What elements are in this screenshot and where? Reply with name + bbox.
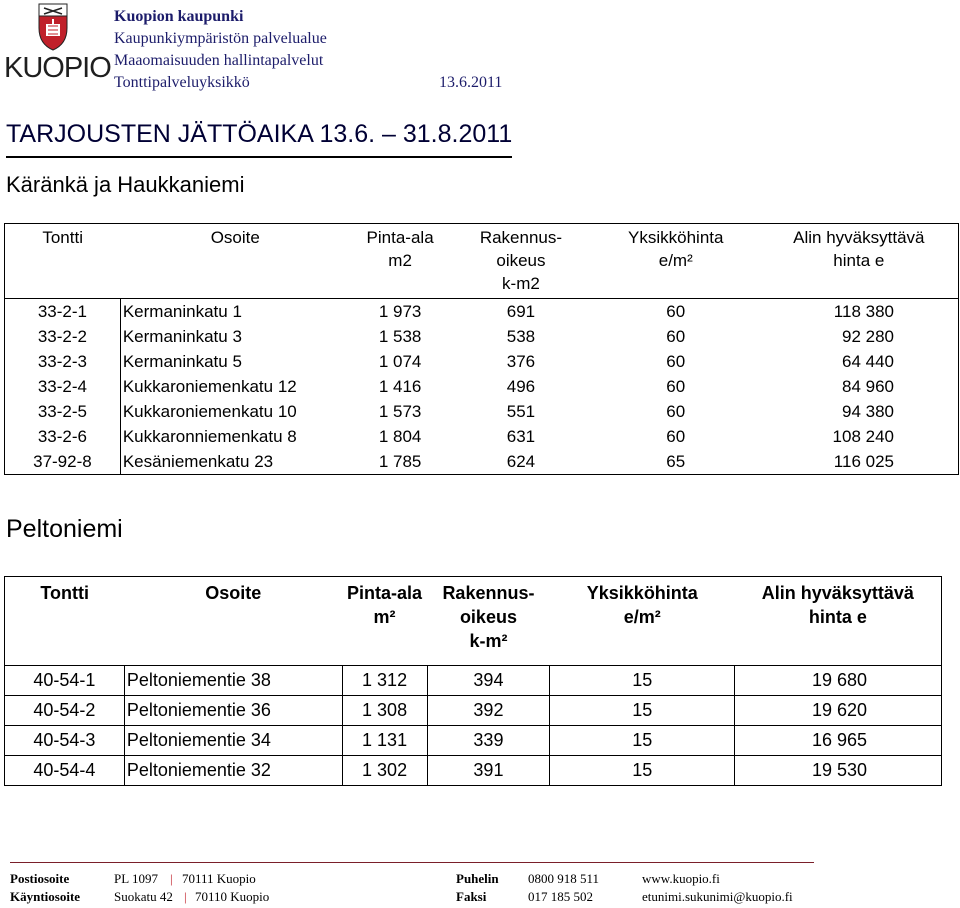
table-cell: 16 965 — [735, 726, 942, 756]
table-cell: Kesäniemenkatu 23 — [122, 451, 274, 471]
table-cell: 1 785 — [378, 451, 422, 471]
table-row — [5, 324, 959, 349]
unit-name: Maaomaisuuden hallintapalvelut — [114, 52, 324, 69]
table-cell: 40-54-2 — [5, 696, 125, 726]
table-cell: 624 — [506, 451, 536, 471]
coat-of-arms-icon — [36, 2, 70, 52]
website-link[interactable]: www.kuopio.fi — [642, 871, 720, 886]
table-cell: 19 620 — [735, 696, 942, 726]
table-cell: 60 — [666, 401, 686, 421]
table-cell: 538 — [506, 326, 536, 346]
table-cell: 15 — [550, 666, 735, 696]
area2-title: Peltoniemi — [6, 515, 123, 543]
table-cell: Peltoniementie 38 — [124, 666, 342, 696]
column-header: Tontti — [40, 583, 89, 603]
table-header-row — [5, 577, 942, 666]
sub-unit-name: Tonttipalveluyksikkö — [114, 74, 250, 91]
column-header: Yksikköhinta e/m² — [586, 583, 698, 627]
column-header: Rakennus- oikeus k-m2 — [450, 224, 592, 299]
column-header: Rakennus- oikeus k-m² — [442, 583, 535, 651]
table-row — [5, 666, 942, 696]
table-cell: 691 — [506, 301, 536, 321]
column-header: Yksikköhinta e/m² — [592, 224, 760, 299]
footer-contacts — [10, 870, 950, 906]
table-row — [5, 696, 942, 726]
postal-city: 70111 Kuopio — [182, 871, 256, 886]
table-cell: 394 — [427, 666, 550, 696]
table-cell: Kermaninkatu 1 — [122, 301, 242, 321]
postal-label: Postiosoite — [10, 871, 70, 886]
table-cell: 392 — [427, 696, 550, 726]
table-cell: 376 — [506, 351, 536, 371]
table-cell: Peltoniementie 36 — [124, 696, 342, 726]
email-link[interactable]: etunimi.sukunimi@kuopio.fi — [642, 889, 793, 904]
table-row — [5, 349, 959, 374]
logo-wordmark: KUOPIO — [4, 52, 111, 84]
footer-rule — [10, 862, 814, 863]
fax-label: Faksi — [456, 889, 487, 904]
column-header: Osoite — [205, 583, 262, 603]
document-date: 13.6.2011 — [439, 74, 503, 91]
column-header: Alin hyväksyttävä hinta e — [761, 583, 914, 627]
table-cell: 1 973 — [378, 301, 422, 321]
area1-title: Käränkä ja Haukkaniemi — [6, 172, 245, 197]
table-cell: 1 804 — [378, 426, 422, 446]
postal-box: PL 1097 — [114, 871, 158, 886]
table-row — [5, 424, 959, 449]
table-cell: 60 — [666, 426, 686, 446]
table-cell: Kukkaroniemenkatu 10 — [122, 401, 297, 421]
kuopio-logo — [4, 2, 111, 92]
table-row — [5, 399, 959, 424]
table-cell: 37-92-8 — [5, 449, 121, 475]
table-cell: 33-2-6 — [5, 424, 121, 449]
table-cell: 84 960 — [842, 376, 894, 396]
table-cell: 19 530 — [735, 756, 942, 786]
department-name: Kaupunkiympäristön palvelualue — [114, 30, 327, 47]
table-cell: 108 240 — [832, 426, 894, 446]
table-cell: 15 — [550, 696, 735, 726]
table-cell: 1 131 — [342, 726, 427, 756]
table-cell: 1 573 — [378, 401, 422, 421]
table-cell: 40-54-4 — [5, 756, 125, 786]
page-title-text: TARJOUSTEN JÄTTÖAIKA 13.6. – 31.8.2011 — [6, 120, 513, 148]
separator-icon: | — [170, 871, 173, 886]
table-cell: 1 538 — [378, 326, 422, 346]
table-cell: 1 302 — [342, 756, 427, 786]
table-cell: 339 — [427, 726, 550, 756]
column-header: Alin hyväksyttävä hinta e — [760, 224, 959, 299]
phone-label: Puhelin — [456, 871, 499, 886]
table-cell: 391 — [427, 756, 550, 786]
organization-name: Kuopion kaupunki — [114, 8, 244, 25]
column-header: Pinta-ala m2 — [350, 224, 450, 299]
visit-label: Käyntiosoite — [10, 889, 81, 904]
table-header-row — [5, 224, 959, 299]
phone-number: 0800 918 511 — [528, 871, 600, 886]
table-cell: 1 416 — [378, 376, 422, 396]
table-row — [5, 726, 942, 756]
title-rule — [6, 156, 512, 158]
table-cell: 19 680 — [735, 666, 942, 696]
table-cell: 1 308 — [342, 696, 427, 726]
table-cell: 1 074 — [378, 351, 422, 371]
column-header: Tontti — [5, 224, 121, 299]
table-row — [5, 449, 959, 475]
table-cell: 33-2-5 — [5, 399, 121, 424]
table-cell: 33-2-1 — [5, 299, 121, 325]
area1-plot-table — [4, 223, 959, 475]
visit-city: 70110 Kuopio — [195, 889, 270, 904]
table-cell: 40-54-1 — [5, 666, 125, 696]
area2-plot-table — [4, 576, 942, 786]
table-row — [5, 374, 959, 399]
table-cell: 15 — [550, 756, 735, 786]
table-cell: 551 — [506, 401, 536, 421]
table-cell: 65 — [666, 451, 686, 471]
table-cell: 118 380 — [833, 301, 894, 321]
fax-number: 017 185 502 — [528, 889, 593, 904]
table-cell: 60 — [666, 351, 686, 371]
table-row — [5, 756, 942, 786]
table-row — [5, 299, 959, 325]
table-cell: Kermaninkatu 5 — [122, 351, 242, 371]
separator-icon: | — [184, 889, 187, 904]
table-cell: 92 280 — [842, 326, 894, 346]
table-cell: 33-2-4 — [5, 374, 121, 399]
table-cell: 60 — [666, 376, 686, 396]
table-cell: 40-54-3 — [5, 726, 125, 756]
visit-street: Suokatu 42 — [114, 889, 173, 904]
table-cell: 496 — [506, 376, 536, 396]
table-cell: 60 — [666, 301, 686, 321]
column-header: Osoite — [120, 224, 350, 299]
table-cell: 33-2-3 — [5, 349, 121, 374]
table-cell: Peltoniementie 34 — [124, 726, 342, 756]
table-cell: 64 440 — [842, 351, 894, 371]
letterhead — [114, 6, 503, 94]
table-cell: 15 — [550, 726, 735, 756]
table-cell: 631 — [506, 426, 536, 446]
table-cell: Kermaninkatu 3 — [122, 326, 242, 346]
table-cell: 60 — [666, 326, 686, 346]
page-title — [6, 120, 512, 149]
table-cell: Kukkaroniemenkatu 12 — [122, 376, 297, 396]
table-cell: 1 312 — [342, 666, 427, 696]
table-cell: 94 380 — [842, 401, 894, 421]
table-cell: Peltoniementie 32 — [124, 756, 342, 786]
column-header: Pinta-ala m² — [347, 583, 423, 627]
table-cell: Kukkaronniemenkatu 8 — [122, 426, 297, 446]
table-cell: 33-2-2 — [5, 324, 121, 349]
table-cell: 116 025 — [833, 451, 894, 471]
